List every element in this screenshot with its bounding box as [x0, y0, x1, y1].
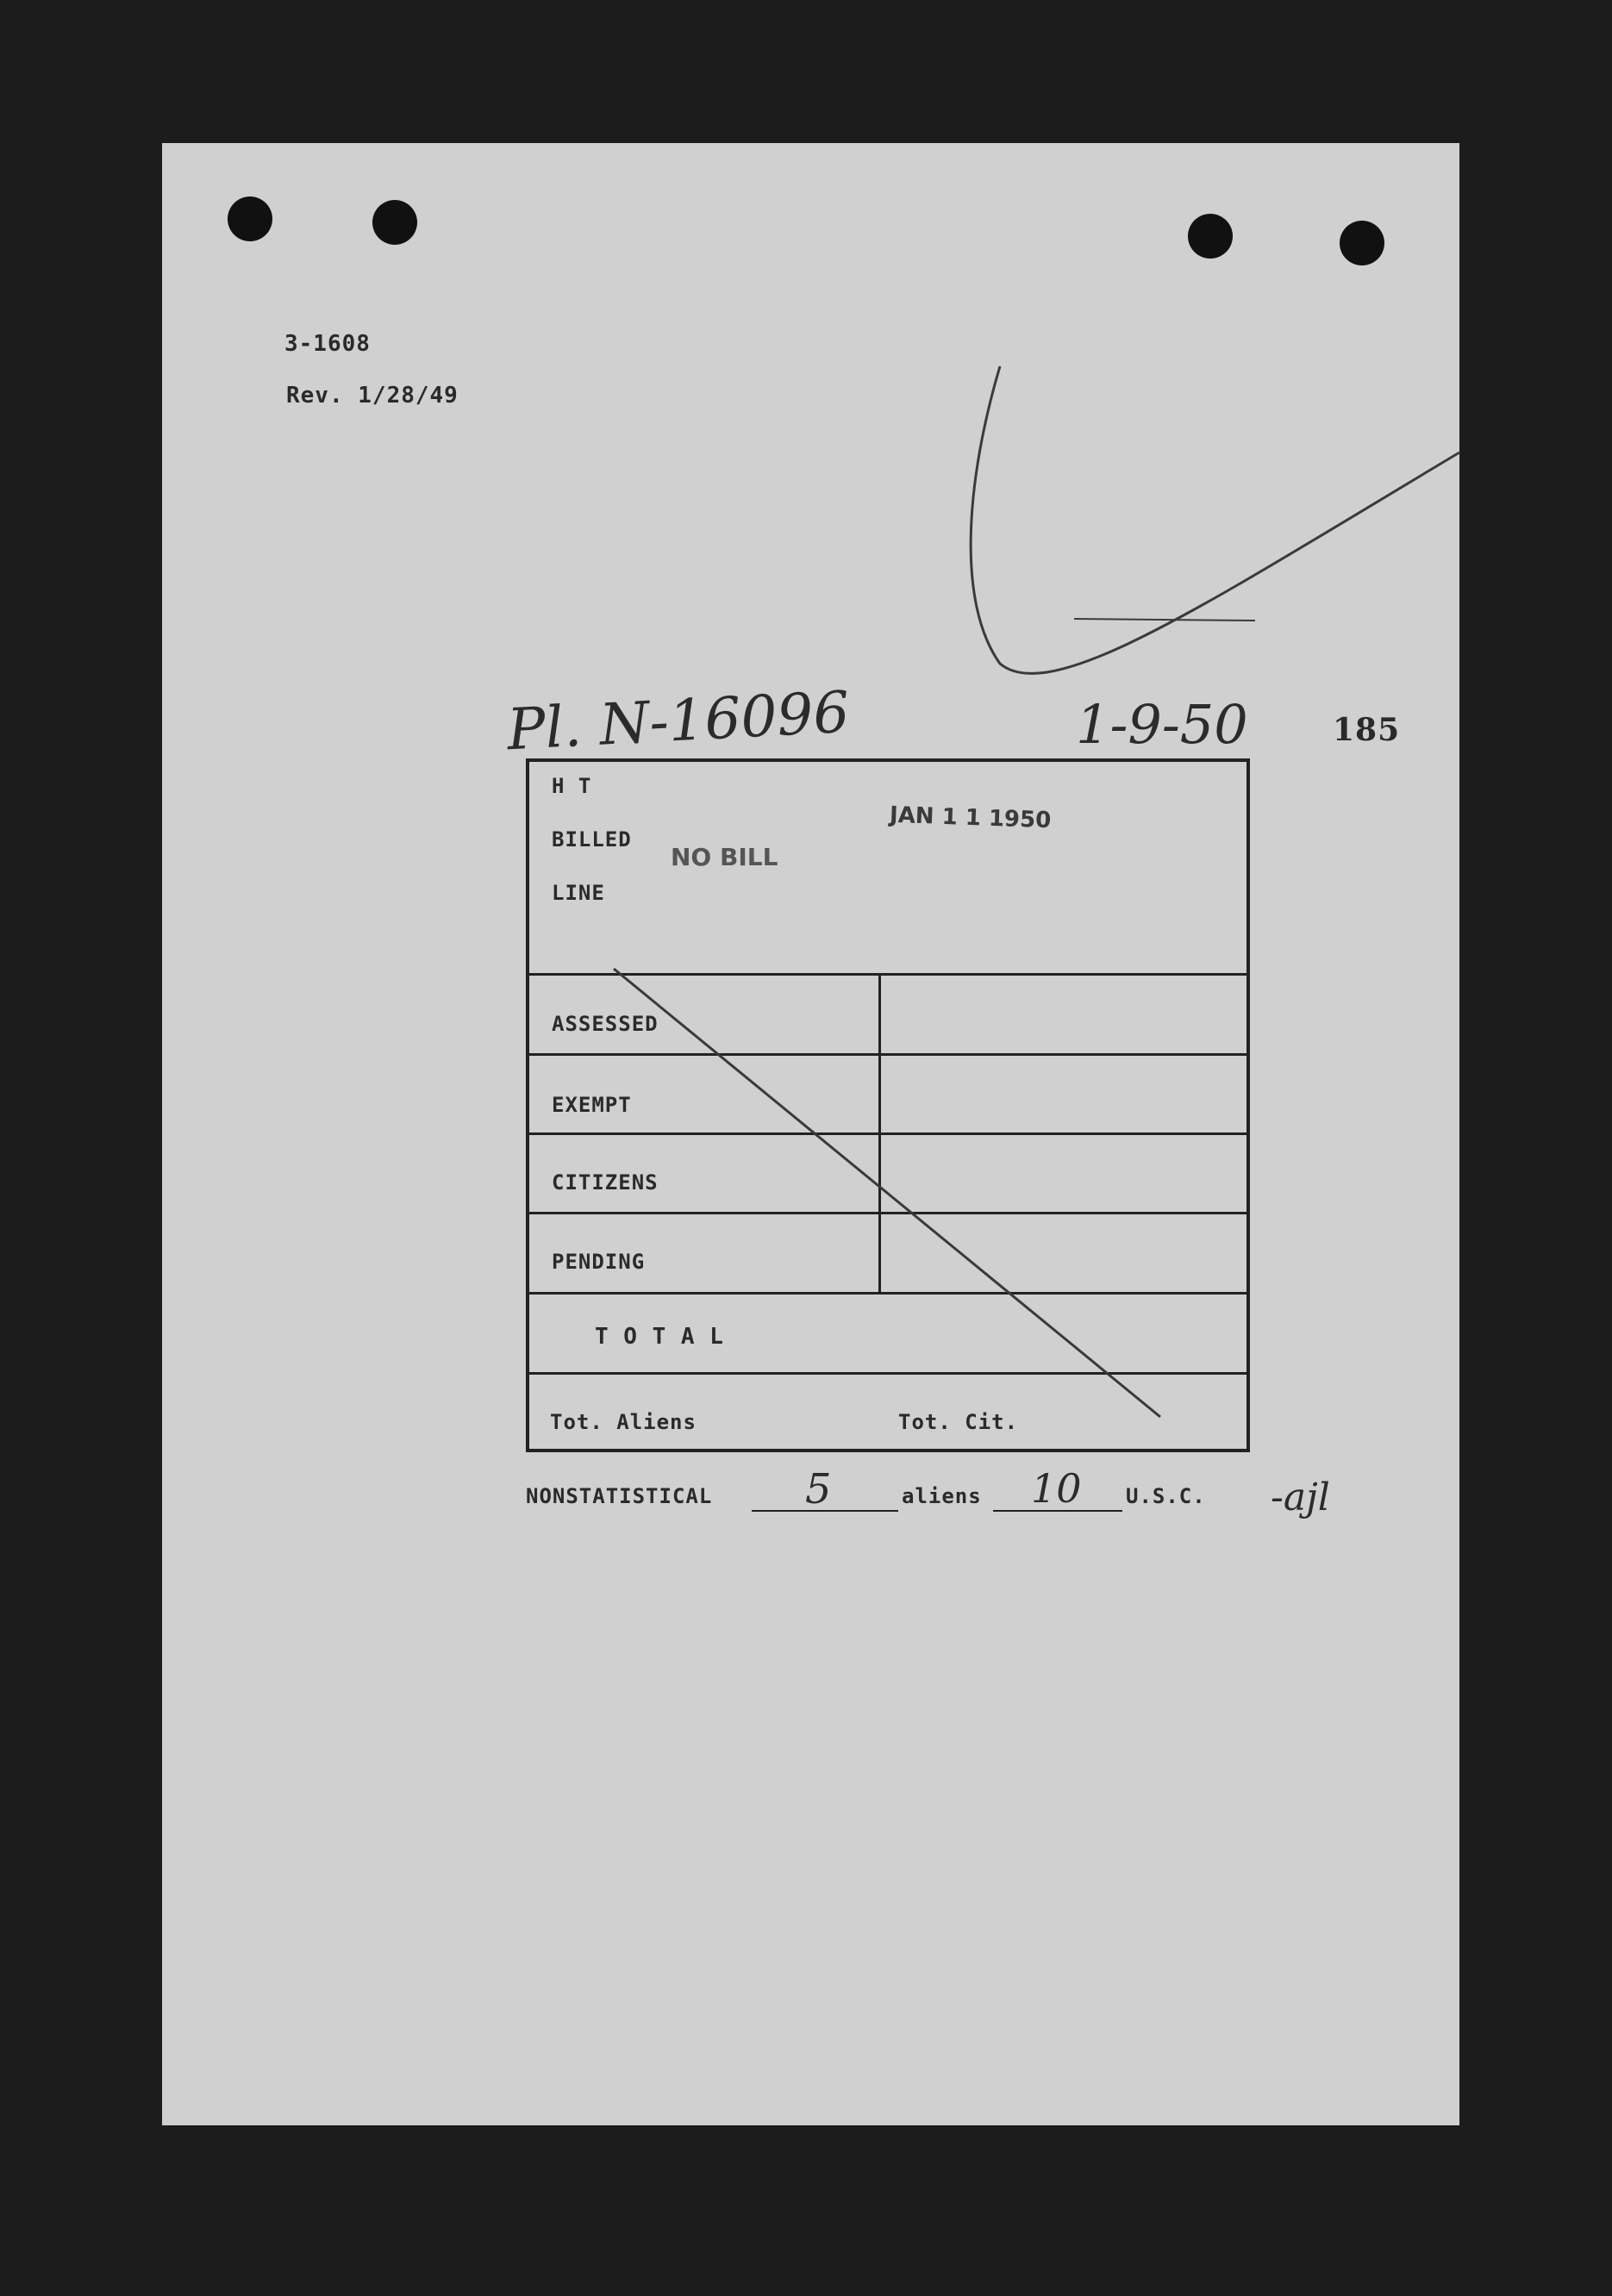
total-aliens-label: Tot. Aliens [550, 1410, 697, 1434]
usc-label: U.S.C. [1126, 1484, 1206, 1508]
aliens-count-handwritten: 5 [805, 1465, 832, 1513]
pen-stroke-curve [971, 366, 1459, 673]
aliens-label: aliens [902, 1484, 982, 1508]
clerk-initials-handwritten: -ajl [1271, 1476, 1330, 1519]
no-bill-stamp: NO BILL [671, 843, 778, 871]
row-label-billed: BILLED [552, 827, 632, 852]
row-label-assessed: ASSESSED [552, 1012, 659, 1036]
form-number: 3-1608 [284, 331, 371, 357]
handwritten-date: 1-9-50 [1076, 693, 1248, 756]
received-date-stamp: JAN 1 1 1950 [889, 802, 1052, 834]
row-label-citizens: CITIZENS [552, 1170, 659, 1195]
page-number: 185 [1333, 712, 1401, 748]
row-label-total: T O T A L [595, 1324, 724, 1350]
row-label-line: LINE [552, 881, 605, 905]
row-label-ht: H T [552, 774, 592, 798]
form-revision: Rev. 1/28/49 [286, 383, 459, 409]
usc-count-handwritten: 10 [1031, 1465, 1082, 1512]
row-label-pending: PENDING [552, 1250, 646, 1274]
handwritten-reference: Pl. N-16096 [505, 678, 852, 764]
total-citizens-label: Tot. Cit. [898, 1410, 1019, 1434]
nonstatistical-label: NONSTATISTICAL [526, 1484, 713, 1508]
row-label-exempt: EXEMPT [552, 1093, 632, 1117]
date-underline [1074, 619, 1255, 621]
pen-stroke-crossout [614, 969, 1160, 1417]
